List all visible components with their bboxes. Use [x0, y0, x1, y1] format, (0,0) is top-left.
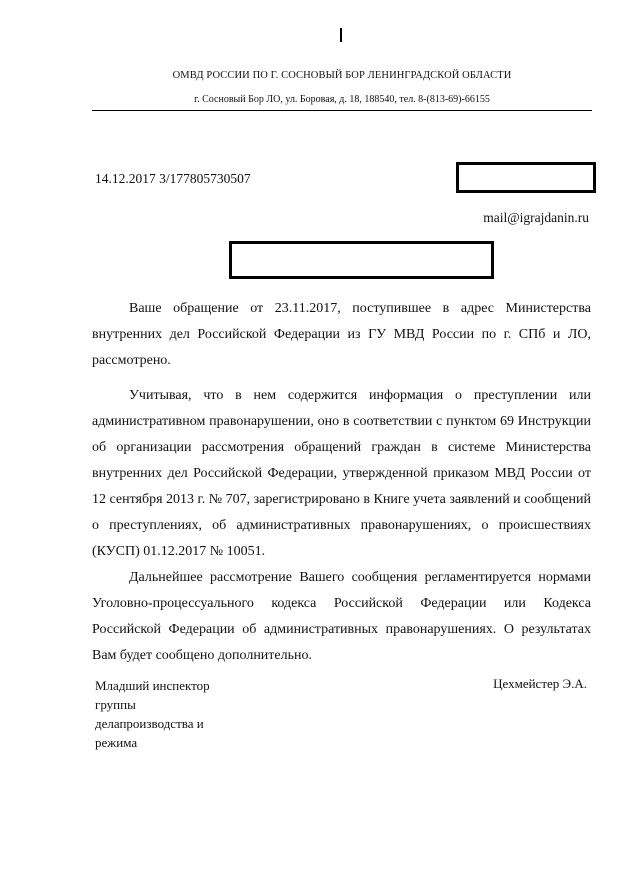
letter-body: [92, 296, 591, 669]
redacted-name-box: [229, 241, 494, 279]
document-date-number: 14.12.2017 3/177805730507: [95, 171, 251, 186]
organization-address: г. Сосновый Бор ЛО, ул. Боровая, д. 18, 188540, тел. 8-(813-69)-66155: [194, 94, 490, 105]
paragraph-2: Учитывая, что в нем содержится информация о преступлении или административном правонарушении, оно в соответствии с пунктом 69 Инструкции об организации рассмотрения обращений граждан в системе Министерства внутренних дел Российской Федерации, утвержденной приказом МВД России от 12 сентября 2013 г. № 707, зарегистрировано в Книге учета заявлений и сообщений о преступлениях, об административных правонарушениях, о происшествиях (КУСП) 01.12.2017 № 10051.: [92, 388, 591, 559]
organization-header: ОМВД РОССИИ ПО Г. СОСНОВЫЙ БОР ЛЕНИНГРАДСКОЙ ОБЛАСТИ: [172, 70, 512, 81]
paragraph-3: Дальнейшее рассмотрение Вашего сообщения регламентируется нормами Уголовно-процессуального кодекса Российской Федерации или Кодекса Российской Федерации об административных правонарушениях. О результатах Вам будет сообщено дополнительно.: [92, 570, 591, 663]
paragraph-1: Ваше обращение от 23.11.2017, поступившее в адрес Министерства внутренних дел Российской Федерации из ГУ МВД России по г. СПб и ЛО, рассмотрено.: [92, 301, 591, 368]
header-divider: [92, 110, 592, 111]
signatory-name: Цехмейстер Э.А.: [493, 676, 587, 691]
redacted-recipient-box: [456, 162, 596, 193]
text-cursor: [340, 28, 342, 42]
recipient-email: mail@igrajdanin.ru: [483, 210, 589, 225]
signatory-position: Младший инспектор группы делапроизводства и режима: [95, 678, 210, 750]
